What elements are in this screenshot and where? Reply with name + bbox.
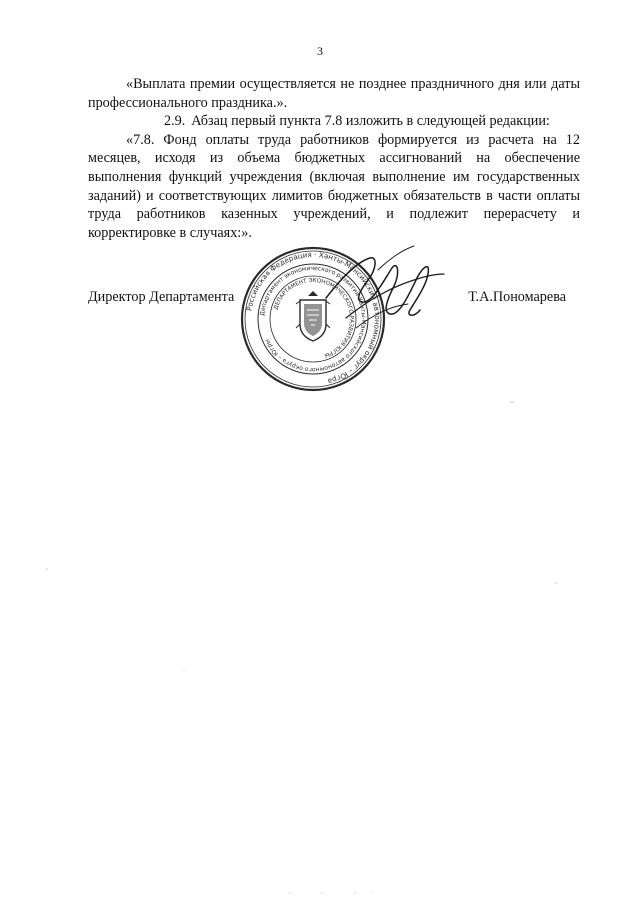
seal-inner-text: Департамент экономического развития Ханты-Мансийского автономного округа – Югры — [259, 264, 368, 374]
page-number: 3 — [317, 44, 323, 58]
new-wording-paragraph: «7.8. Фонд оплаты труда работников формируется из расчета на 12 месяцев, исходя из объема бюджетных ассигнований на обеспечение выполнения функций учреждения (включая выполнение им государственных заданий) и соответствующих лимитов бюджетных обязательств в части оплаты труда работников казенных учреждений, и подлежит перерасчету и корректировке в случаях:». — [88, 131, 580, 241]
seal-center-text: ДЕПАРТАМЕНТ ЭКОНОМИЧЕСКОГО РАЗВИТИЯ ЮГРЫ — [273, 277, 355, 359]
amendment-item — [88, 112, 580, 131]
quoted-paragraph: «Выплата премии осуществляется не позднее праздничного дня или даты профессионального праздника.». — [88, 76, 580, 111]
document-body — [88, 75, 580, 242]
seal-outer-text: Российская Федерация · Ханты-Мансийский автономный округ – Югра — [244, 249, 383, 387]
handwritten-signature — [318, 240, 448, 340]
signatory-name: Т.А.Пономарева — [468, 289, 566, 305]
item-number: 2.9. — [164, 113, 186, 130]
item-text: Абзац первый пункта 7.8 изложить в следующей редакции: — [191, 113, 550, 130]
signatory-position: Директор Департамента — [88, 289, 235, 305]
